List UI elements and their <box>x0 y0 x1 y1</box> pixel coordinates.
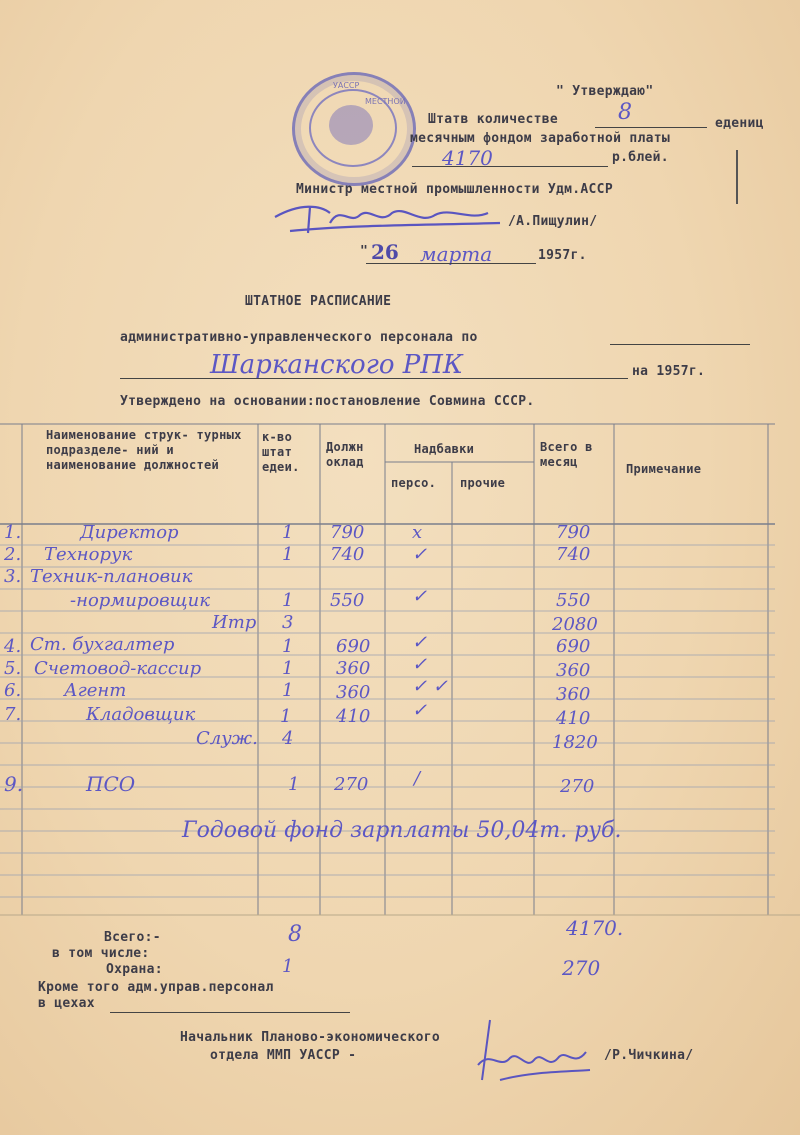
document-subtitle: административно-управленческого персонала по <box>120 330 478 345</box>
monthly-total: 690 <box>556 636 591 657</box>
staff-count: 1 <box>282 522 294 543</box>
approval-title: " Утверждаю" <box>556 84 654 99</box>
header-total: Всего в месяц <box>540 440 593 469</box>
including-label: в том числе: <box>52 946 150 961</box>
stamp-text-top: УАССР <box>333 81 360 90</box>
date-open-quote: " <box>360 244 369 259</box>
monthly-total: 360 <box>556 684 591 705</box>
date-month-handwritten: марта <box>420 242 493 266</box>
allowance-mark: / <box>414 768 421 789</box>
position-name: Техник-плановик <box>30 566 193 587</box>
approval-amount-suffix: р.блей. <box>612 150 669 165</box>
guard-sum: 270 <box>562 956 601 980</box>
staff-count: 1 <box>282 544 294 565</box>
position-name: Ст. бухгалтер <box>30 634 175 655</box>
allowance-mark: ✓ <box>412 632 428 653</box>
staff-count: 3 <box>282 612 294 633</box>
position-name: Агент <box>64 680 127 701</box>
stamp-text-side: МЕСТНОЙ <box>365 97 406 106</box>
salary: 410 <box>336 706 371 727</box>
footer-line2: отдела ММП УАССР - <box>210 1048 357 1063</box>
header-note: Примечание <box>626 462 702 476</box>
row-number: 1. <box>4 522 22 543</box>
approval-basis: Утверждено на основании:постановление Совмина СССР. <box>120 394 535 409</box>
position-name: Итр <box>212 612 257 633</box>
date-day: 26 <box>371 240 399 264</box>
staff-count: 1 <box>282 658 294 679</box>
extra-staff-label: Кроме того адм.управ.персонал <box>38 980 274 995</box>
monthly-total: 360 <box>556 660 591 681</box>
salary: 790 <box>330 522 365 543</box>
monthly-total: 740 <box>556 544 591 565</box>
staff-count: 1 <box>282 636 294 657</box>
approval-line2: месячным фондом заработной платы <box>410 131 671 146</box>
allowance-mark: ✓ <box>412 654 428 675</box>
organization-handwritten: Шарканского РПК <box>210 350 464 380</box>
salary: 690 <box>336 636 371 657</box>
document-title: ШТАТНОЕ РАСПИСАНИЕ <box>245 294 392 309</box>
department-head-signature <box>470 1010 600 1090</box>
row-number: 4. <box>4 636 22 657</box>
row-number: 7. <box>4 704 22 725</box>
position-name: Директор <box>80 522 179 543</box>
row-number: 2. <box>4 544 22 565</box>
annual-fund-note: Годовой фонд зарплаты 50,04т. руб. <box>182 818 622 843</box>
header-salary: Должн оклад <box>326 440 364 469</box>
staff-count: 4 <box>282 728 294 749</box>
staff-count: 1 <box>280 706 292 727</box>
monthly-total: 270 <box>560 776 595 797</box>
header-personal: персо. <box>391 476 437 490</box>
allowance-mark: ✓ <box>412 544 428 565</box>
position-name: Служ. <box>196 728 258 749</box>
approval-amount-handwritten: 4170 <box>442 146 493 170</box>
header-allowances: Надбавки <box>414 442 475 456</box>
monthly-total: 410 <box>556 708 591 729</box>
total-sum: 4170. <box>566 916 624 940</box>
footer-line1: Начальник Планово-экономического <box>180 1030 441 1045</box>
header-count: к-во штат едеи. <box>262 430 300 474</box>
staff-count: 1 <box>288 774 300 795</box>
minister-name: /А.Пищулин/ <box>508 214 598 229</box>
position-name: Технорук <box>44 544 133 565</box>
position-name: ПСО <box>86 772 136 796</box>
document-year: на 1957г. <box>632 364 706 379</box>
position-name: -нормировщик <box>70 590 211 611</box>
extra-staff-underline <box>110 1012 350 1013</box>
allowance-mark: ✓ <box>412 700 428 721</box>
date-year: 1957г. <box>538 248 587 263</box>
salary: 550 <box>330 590 365 611</box>
total-label: Всего:- <box>104 930 161 945</box>
salary: 360 <box>336 682 371 703</box>
salary: 740 <box>330 544 365 565</box>
position-name: Кладовщик <box>86 704 196 725</box>
salary: 270 <box>334 774 369 795</box>
monthly-total: 550 <box>556 590 591 611</box>
row-number: 5. <box>4 658 22 679</box>
total-count: 8 <box>288 922 302 947</box>
header-other: прочие <box>460 476 506 490</box>
approval-line1-suffix: едениц <box>715 116 764 131</box>
allowance-mark: ✓ ✓ <box>412 676 448 697</box>
minister-line: Министр местной промышленности Удм.АССР <box>296 182 613 197</box>
row-number: 6. <box>4 680 22 701</box>
header-name: Наименование струк- турных подразделе- ний и наименование должностей <box>46 428 242 472</box>
salary: 360 <box>336 658 371 679</box>
footer-signer: /Р.Чичкина/ <box>604 1048 694 1063</box>
extra-staff-label-2: в цехах <box>38 996 95 1011</box>
guard-label: Охрана: <box>106 962 163 977</box>
approval-line1-prefix: Штатв количестве <box>428 112 559 127</box>
row-number: 3. <box>4 566 22 587</box>
allowance-mark: х <box>412 522 423 543</box>
position-name: Счетовод-кассир <box>34 658 202 679</box>
staff-count: 1 <box>282 590 294 611</box>
approval-count-handwritten: 8 <box>618 100 632 125</box>
monthly-total: 790 <box>556 522 591 543</box>
monthly-total: 2080 <box>552 614 598 635</box>
guard-count: 1 <box>282 956 294 977</box>
monthly-total: 1820 <box>552 732 598 753</box>
staff-count: 1 <box>282 680 294 701</box>
row-number: 9. <box>4 772 24 796</box>
allowance-mark: ✓ <box>412 586 428 607</box>
